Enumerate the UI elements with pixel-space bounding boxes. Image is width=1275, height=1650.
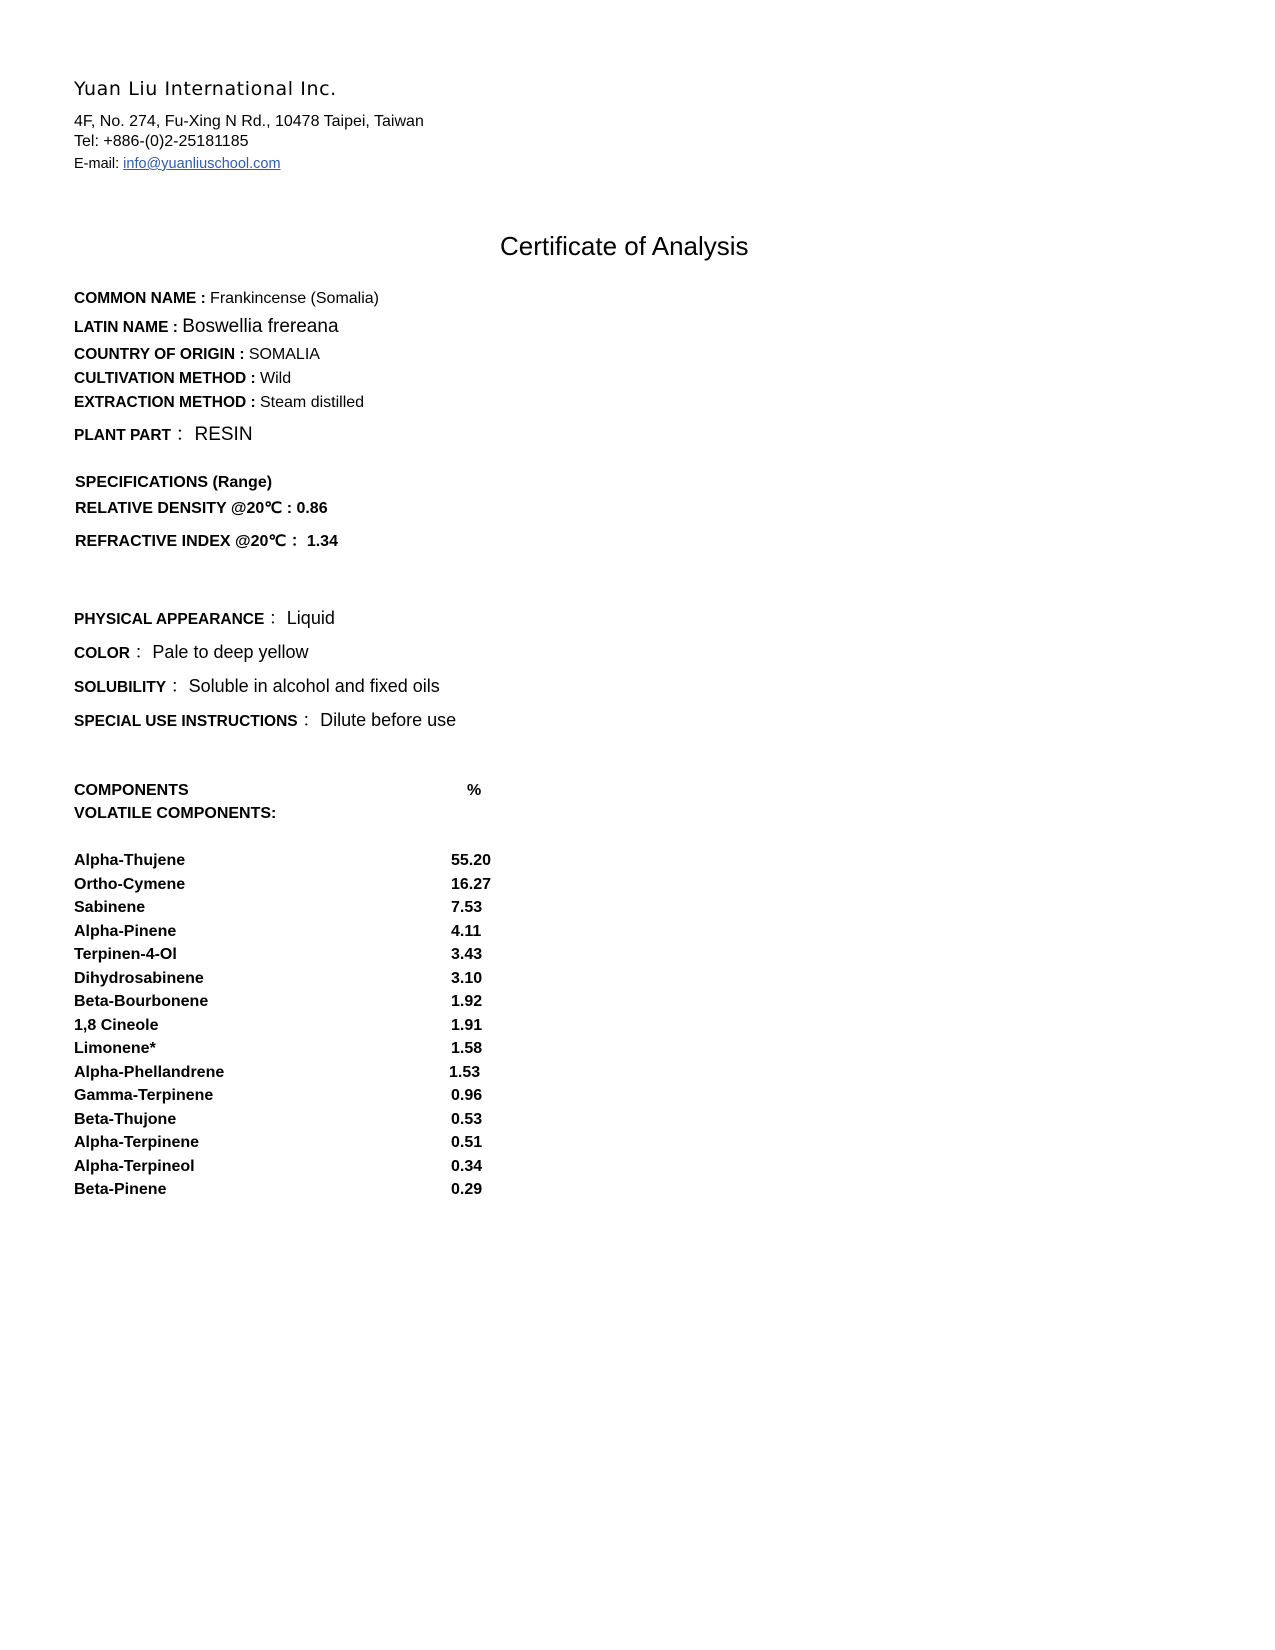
extraction-label: EXTRACTION METHOD : (74, 394, 260, 411)
color-field (74, 638, 309, 664)
component-pct: 7.53 (451, 899, 483, 916)
component-pct: 1.58 (451, 1040, 483, 1057)
component-pct: 16.27 (451, 876, 492, 893)
components-pct-header: % (467, 782, 482, 799)
component-name: Beta-Pinene (74, 1181, 167, 1198)
company-address: 4F, No. 274, Fu-Xing N Rd., 10478 Taipei, Taiwan (74, 113, 424, 130)
latin-name-value: Boswellia frereana (182, 316, 339, 337)
origin-label: COUNTRY OF ORIGIN : (74, 346, 249, 363)
origin-field (74, 346, 320, 364)
component-pct: 1.91 (451, 1017, 483, 1034)
component-name: Alpha-Terpineol (74, 1158, 195, 1175)
page-title: Certificate of Analysis (500, 231, 749, 261)
component-pct: 0.51 (451, 1134, 483, 1151)
solubility-value: ：Soluble in alcohol and fixed oils (170, 676, 440, 696)
volatile-components-header: VOLATILE COMPONENTS: (74, 805, 277, 822)
common-name-label: COMMON NAME : (74, 290, 211, 307)
cultivation-value: Wild (259, 370, 292, 387)
component-name: Alpha-Terpinene (74, 1134, 200, 1151)
component-pct: 55.20 (451, 852, 492, 869)
company-email-line (74, 156, 281, 172)
specifications-heading: SPECIFICATIONS (Range) (75, 474, 273, 491)
company-name: Yuan Liu International Inc. (74, 78, 337, 100)
email-label: E-mail: (74, 156, 124, 172)
component-name: Alpha-Thujene (74, 852, 186, 869)
component-pct: 0.29 (451, 1181, 483, 1198)
component-name: Ortho-Cymene (74, 876, 186, 893)
extraction-value: Steam distilled (260, 394, 365, 411)
component-name: Dihydrosabinene (74, 970, 204, 987)
component-name: Alpha-Phellandrene (74, 1064, 225, 1081)
component-pct: 0.34 (451, 1158, 483, 1175)
component-name: Alpha-Pinene (74, 923, 177, 940)
relative-density: RELATIVE DENSITY @20℃ : 0.86 (75, 500, 328, 517)
company-tel: Tel: +886-(0)2-25181185 (74, 133, 249, 150)
component-name: Terpinen-4-Ol (74, 946, 177, 963)
cultivation-field (74, 370, 291, 388)
plant-part-field (74, 419, 253, 446)
email-link[interactable]: info@yuanliuschool.com (123, 156, 281, 172)
component-name: 1,8 Cineole (74, 1017, 159, 1034)
component-pct: 3.10 (451, 970, 483, 987)
component-name: Limonene* (74, 1040, 156, 1057)
latin-name-label: LATIN NAME : (74, 319, 183, 336)
solubility-label: SOLUBILITY (74, 679, 167, 696)
component-pct: 0.53 (451, 1111, 483, 1128)
component-pct: 3.43 (451, 946, 483, 963)
component-name: Gamma-Terpinene (74, 1087, 214, 1104)
extraction-field (74, 394, 364, 412)
color-value: ：Pale to deep yellow (134, 642, 309, 662)
latin-name-field (74, 316, 339, 338)
component-pct: 4.11 (451, 923, 482, 940)
component-name: Beta-Bourbonene (74, 993, 209, 1010)
component-name: Beta-Thujone (74, 1111, 177, 1128)
common-name-field (74, 290, 379, 308)
appearance-label: PHYSICAL APPEARANCE (74, 611, 265, 628)
common-name-value: Frankincense (Somalia) (210, 290, 379, 307)
plant-part-label: PLANT PART (74, 427, 172, 444)
color-label: COLOR (74, 645, 130, 662)
plant-part-value: ：RESIN (175, 424, 253, 445)
special-use-value: ：Dilute before use (302, 710, 457, 730)
solubility-field (74, 672, 440, 698)
refractive-index: REFRACTIVE INDEX @20℃ ：1.34 (75, 533, 338, 550)
special-use-field (74, 706, 456, 732)
component-name: Sabinene (74, 899, 146, 916)
cultivation-label: CULTIVATION METHOD : (74, 370, 260, 387)
appearance-value: ：Liquid (268, 608, 335, 628)
special-use-label: SPECIAL USE INSTRUCTIONS (74, 713, 298, 730)
origin-value: SOMALIA (248, 346, 320, 363)
components-header: COMPONENTS (74, 782, 189, 799)
appearance-field (74, 604, 335, 630)
component-pct: 1.92 (451, 993, 483, 1010)
component-pct: 0.96 (451, 1087, 483, 1104)
component-pct: 1.53 (449, 1064, 481, 1081)
